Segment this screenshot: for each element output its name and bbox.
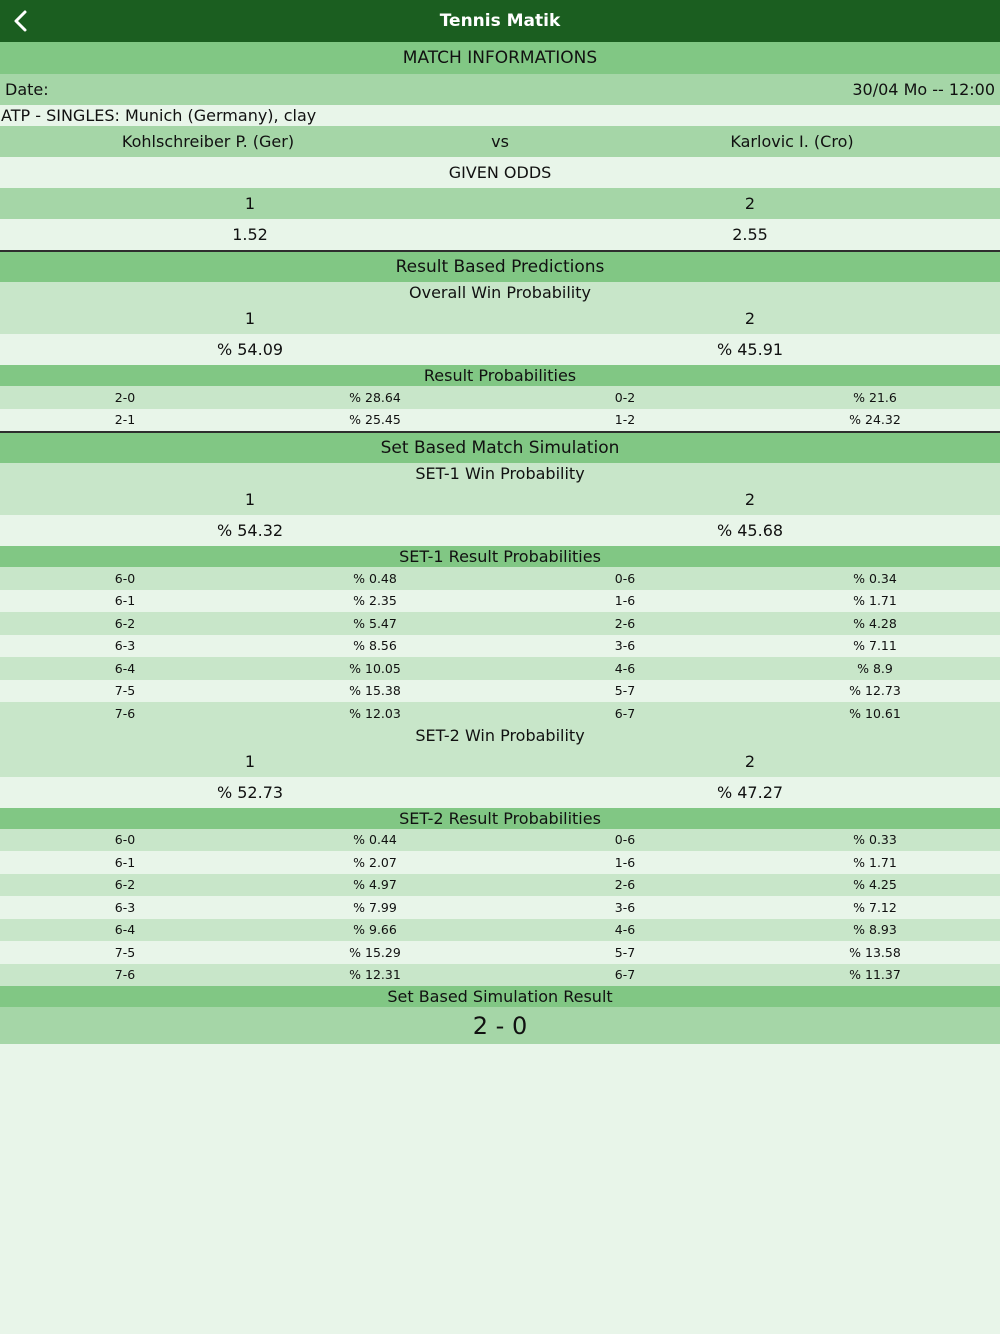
table-row — [0, 964, 1000, 987]
score-cell: 0-2 — [614, 389, 636, 405]
probability-cell: % 8.93 — [853, 922, 897, 938]
odds-value-1: 1.52 — [232, 225, 268, 244]
probability-cell: % 0.48 — [353, 570, 397, 586]
score-cell: 6-7 — [614, 705, 636, 721]
score-cell: 6-1 — [114, 593, 136, 609]
score-cell: 7-6 — [114, 967, 136, 983]
probability-cell: % 4.28 — [853, 615, 897, 631]
score-cell: 6-2 — [114, 615, 136, 631]
odds-label-2: 2 — [744, 194, 756, 213]
table-row — [0, 657, 1000, 680]
score-cell: 2-6 — [614, 877, 636, 893]
score-cell: 7-5 — [114, 944, 136, 960]
simulation-result-row — [0, 1007, 1000, 1044]
given-odds-heading: GIVEN ODDS — [0, 157, 1000, 188]
overall-labels-row — [0, 303, 1000, 334]
odds-value-2: 2.55 — [732, 225, 768, 244]
set-based-heading: Set Based Match Simulation — [0, 431, 1000, 463]
table-row — [0, 702, 1000, 725]
result-based-heading: Result Based Predictions — [0, 250, 1000, 282]
set2-value-1: % 52.73 — [216, 782, 284, 802]
simulation-result-value: 2 - 0 — [472, 1011, 528, 1040]
table-row — [0, 567, 1000, 590]
table-row — [0, 874, 1000, 897]
score-cell: 6-0 — [114, 832, 136, 848]
overall-label-1: 1 — [244, 309, 256, 328]
probability-cell: % 21.6 — [853, 389, 897, 405]
probability-cell: % 7.99 — [353, 899, 397, 915]
set1-win-heading: SET-1 Win Probability — [0, 463, 1000, 484]
score-cell: 6-1 — [114, 854, 136, 870]
player2-name: Karlovic I. (Cro) — [730, 132, 854, 151]
score-cell: 2-6 — [614, 615, 636, 631]
overall-value-1: % 54.09 — [216, 340, 284, 359]
probability-cell: % 1.71 — [853, 593, 897, 609]
player1-name: Kohlschreiber P. (Ger) — [121, 132, 295, 151]
score-cell: 6-3 — [114, 638, 136, 654]
app-title: Tennis Matik — [439, 11, 561, 31]
set2-probs-heading: SET-2 Result Probabilities — [0, 808, 1000, 829]
odds-values-row — [0, 219, 1000, 250]
probability-cell: % 10.05 — [349, 660, 401, 676]
score-cell: 4-6 — [614, 922, 636, 938]
set2-win-heading: SET-2 Win Probability — [0, 725, 1000, 746]
league-row — [0, 105, 1000, 126]
table-row — [0, 919, 1000, 942]
overall-values-row — [0, 334, 1000, 365]
probability-cell: % 28.64 — [349, 389, 401, 405]
probability-cell: % 0.34 — [853, 570, 897, 586]
score-cell: 0-6 — [614, 832, 636, 848]
probability-cell: % 15.29 — [349, 944, 401, 960]
set1-probs-heading: SET-1 Result Probabilities — [0, 546, 1000, 567]
set1-probs-table — [0, 567, 1000, 725]
score-cell: 0-6 — [614, 570, 636, 586]
score-cell: 7-5 — [114, 683, 136, 699]
set2-label-1: 1 — [244, 751, 256, 771]
probability-cell: % 8.56 — [353, 638, 397, 654]
probability-cell: % 1.71 — [853, 854, 897, 870]
score-cell: 4-6 — [614, 660, 636, 676]
set2-labels-row — [0, 746, 1000, 777]
set2-label-2: 2 — [744, 751, 756, 771]
probability-cell: % 15.38 — [349, 683, 401, 699]
score-cell: 3-6 — [614, 638, 636, 654]
table-row — [0, 851, 1000, 874]
probability-cell: % 4.97 — [353, 877, 397, 893]
probability-cell: % 2.07 — [353, 854, 397, 870]
probability-cell: % 7.11 — [853, 638, 897, 654]
league-text: ATP - SINGLES: Munich (Germany), clay — [1, 106, 317, 125]
chevron-left-icon — [13, 9, 29, 33]
table-row — [0, 635, 1000, 658]
probability-cell: % 4.25 — [853, 877, 897, 893]
set1-label-2: 2 — [744, 490, 756, 509]
score-cell: 6-3 — [114, 899, 136, 915]
score-cell: 5-7 — [614, 944, 636, 960]
set1-value-1: % 54.32 — [216, 521, 284, 540]
players-row — [0, 126, 1000, 157]
probability-cell: % 10.61 — [849, 705, 901, 721]
table-row — [0, 680, 1000, 703]
table-row — [0, 590, 1000, 613]
set1-labels-row — [0, 484, 1000, 515]
table-row — [0, 829, 1000, 852]
back-button[interactable] — [6, 6, 36, 36]
score-cell: 5-7 — [614, 683, 636, 699]
probability-cell: % 25.45 — [349, 412, 401, 428]
set2-probs-table — [0, 829, 1000, 987]
date-label: Date: — [5, 80, 49, 99]
set2-values-row — [0, 777, 1000, 808]
probability-cell: % 11.37 — [849, 967, 901, 983]
score-cell: 7-6 — [114, 705, 136, 721]
score-cell: 2-0 — [114, 389, 136, 405]
result-probs-table — [0, 386, 1000, 431]
probability-cell: % 5.47 — [353, 615, 397, 631]
probability-cell: % 24.32 — [849, 412, 901, 428]
score-cell: 1-6 — [614, 854, 636, 870]
nav-bar — [0, 0, 1000, 42]
overall-label-2: 2 — [744, 309, 756, 328]
score-cell: 6-0 — [114, 570, 136, 586]
set1-values-row — [0, 515, 1000, 546]
probability-cell: % 7.12 — [853, 899, 897, 915]
score-cell: 6-7 — [614, 967, 636, 983]
set1-value-2: % 45.68 — [716, 521, 784, 540]
simulation-result-heading: Set Based Simulation Result — [0, 986, 1000, 1007]
score-cell: 6-4 — [114, 660, 136, 676]
probability-cell: % 0.33 — [853, 832, 897, 848]
overall-value-2: % 45.91 — [716, 340, 784, 359]
table-row — [0, 896, 1000, 919]
probability-cell: % 13.58 — [849, 944, 901, 960]
odds-label-1: 1 — [244, 194, 256, 213]
probability-cell: % 2.35 — [353, 593, 397, 609]
score-cell: 1-2 — [614, 412, 636, 428]
overall-win-heading: Overall Win Probability — [0, 282, 1000, 303]
probability-cell: % 12.73 — [849, 683, 901, 699]
probability-cell: % 0.44 — [353, 832, 397, 848]
probability-cell: % 9.66 — [353, 922, 397, 938]
score-cell: 2-1 — [114, 412, 136, 428]
match-info-heading: MATCH INFORMATIONS — [0, 42, 1000, 74]
date-value: 30/04 Mo -- 12:00 — [852, 80, 995, 99]
probability-cell: % 8.9 — [857, 660, 893, 676]
score-cell: 6-2 — [114, 877, 136, 893]
score-cell: 3-6 — [614, 899, 636, 915]
table-row — [0, 409, 1000, 432]
probability-cell: % 12.31 — [349, 967, 401, 983]
set2-value-2: % 47.27 — [716, 782, 784, 802]
table-row — [0, 941, 1000, 964]
result-probs-heading: Result Probabilities — [0, 365, 1000, 386]
score-cell: 1-6 — [614, 593, 636, 609]
date-row — [0, 74, 1000, 105]
odds-labels-row — [0, 188, 1000, 219]
table-row — [0, 386, 1000, 409]
set1-label-1: 1 — [244, 490, 256, 509]
table-row — [0, 612, 1000, 635]
probability-cell: % 12.03 — [349, 705, 401, 721]
score-cell: 6-4 — [114, 922, 136, 938]
vs-label: vs — [491, 132, 509, 151]
